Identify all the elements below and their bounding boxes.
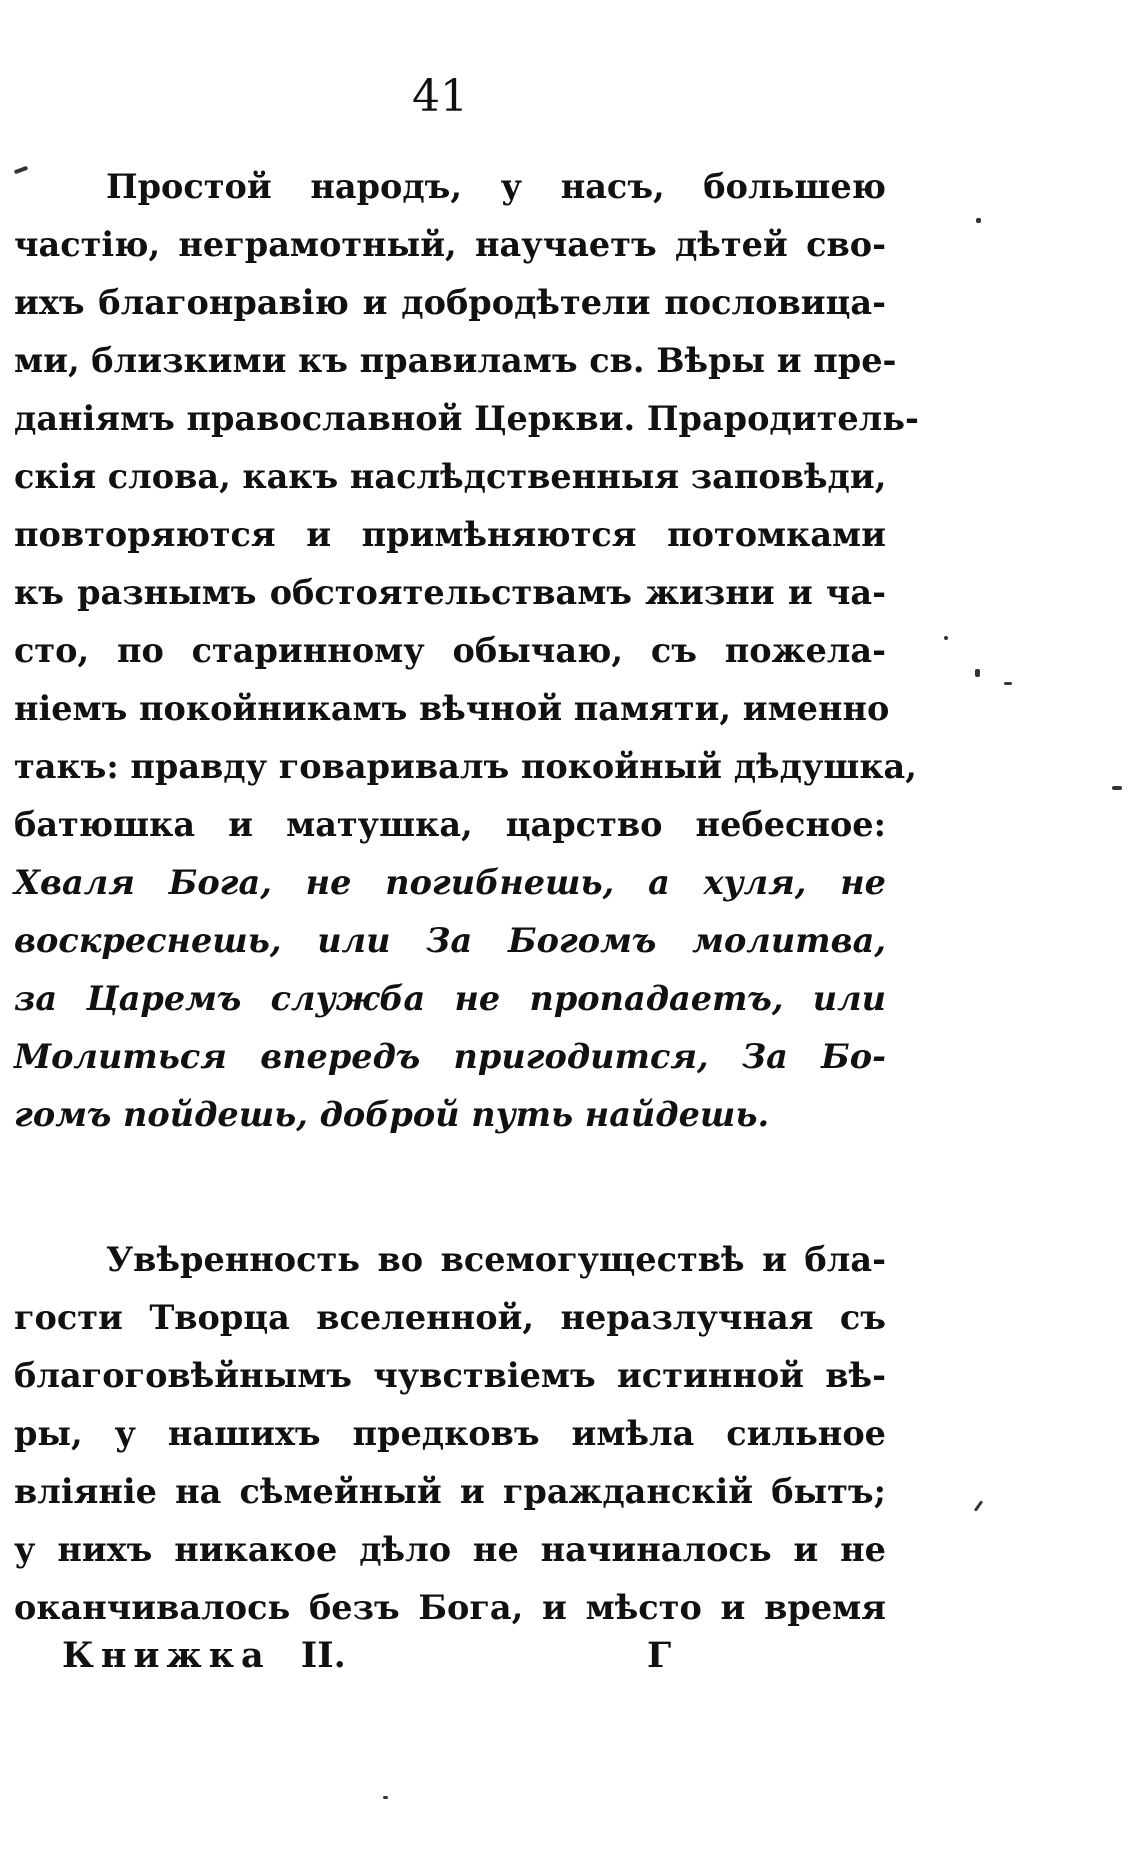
page-number: 41 <box>412 71 468 122</box>
text-line: къ разнымъ обстоятельствамъ жизни и ча- <box>14 573 886 612</box>
text-line: гости Творца вселенной, неразлучная съ <box>14 1298 886 1337</box>
text-line: ихъ благонравію и добродѣтели пословица- <box>14 283 886 322</box>
page-footer <box>62 1628 682 1684</box>
text-line: ніемъ покойникамъ вѣчной памяти, именно <box>14 689 890 728</box>
scan-speck <box>1004 682 1012 685</box>
scan-speck <box>1112 786 1122 790</box>
paragraph <box>14 158 919 1144</box>
text-line-italic: Хваля Бога, не погибнешь, а хуля, не <box>14 863 886 902</box>
text-line: оканчивалось безъ Бога, и мѣсто и время <box>14 1588 886 1627</box>
text-line: скія слова, какъ наслѣдственныя заповѣди, <box>14 457 887 496</box>
scan-speck <box>976 218 981 223</box>
text-line: батюшка и матушка, царство небесное: <box>14 805 886 844</box>
text-line-italic: Молиться впередъ пригодится, За Бо- <box>14 1037 886 1076</box>
text-line: ми, близкими къ правиламъ св. Вѣры и пре- <box>14 341 897 380</box>
text-line: благоговѣйнымъ чувствіемъ истинной вѣ- <box>14 1356 886 1395</box>
text-line: Простой народъ, у насъ, большею <box>106 167 886 206</box>
text-line-italic: гомъ пойдешь, доброй путь найдешь. <box>14 1095 770 1134</box>
text-line: сто, по старинному обычаю, съ пожела- <box>14 631 886 670</box>
text-line: частію, неграмотный, научаетъ дѣтей сво- <box>14 225 886 264</box>
book-label: Книжка <box>62 1635 271 1676</box>
signature-mark: Г <box>647 1635 672 1676</box>
scan-speck <box>944 636 948 640</box>
scan-speck <box>974 1500 983 1512</box>
text-line: вліяніе на сѣмейный и гражданскій бытъ; <box>14 1472 886 1511</box>
text-line-italic: за Царемъ служба не пропадаетъ, или <box>14 979 886 1018</box>
text-line: даніямъ православной Церкви. Прародитель- <box>14 399 919 438</box>
text-line: у нихъ никакое дѣло не начиналось и не <box>14 1530 886 1569</box>
paragraph <box>14 1231 886 1637</box>
text-line: повторяются и примѣняются потомками <box>14 515 886 554</box>
scan-speck <box>383 1796 388 1799</box>
book-volume: II. <box>300 1635 346 1676</box>
scan-speck <box>975 669 980 677</box>
text-line: Увѣренность во всемогуществѣ и бла- <box>106 1240 886 1279</box>
text-line: ры, у нашихъ предковъ имѣла сильное <box>14 1414 886 1453</box>
text-line-italic: воскреснешь, или За Богомъ молитва, <box>14 921 886 960</box>
text-line: такъ: правду говаривалъ покойный дѣдушка, <box>14 747 917 786</box>
